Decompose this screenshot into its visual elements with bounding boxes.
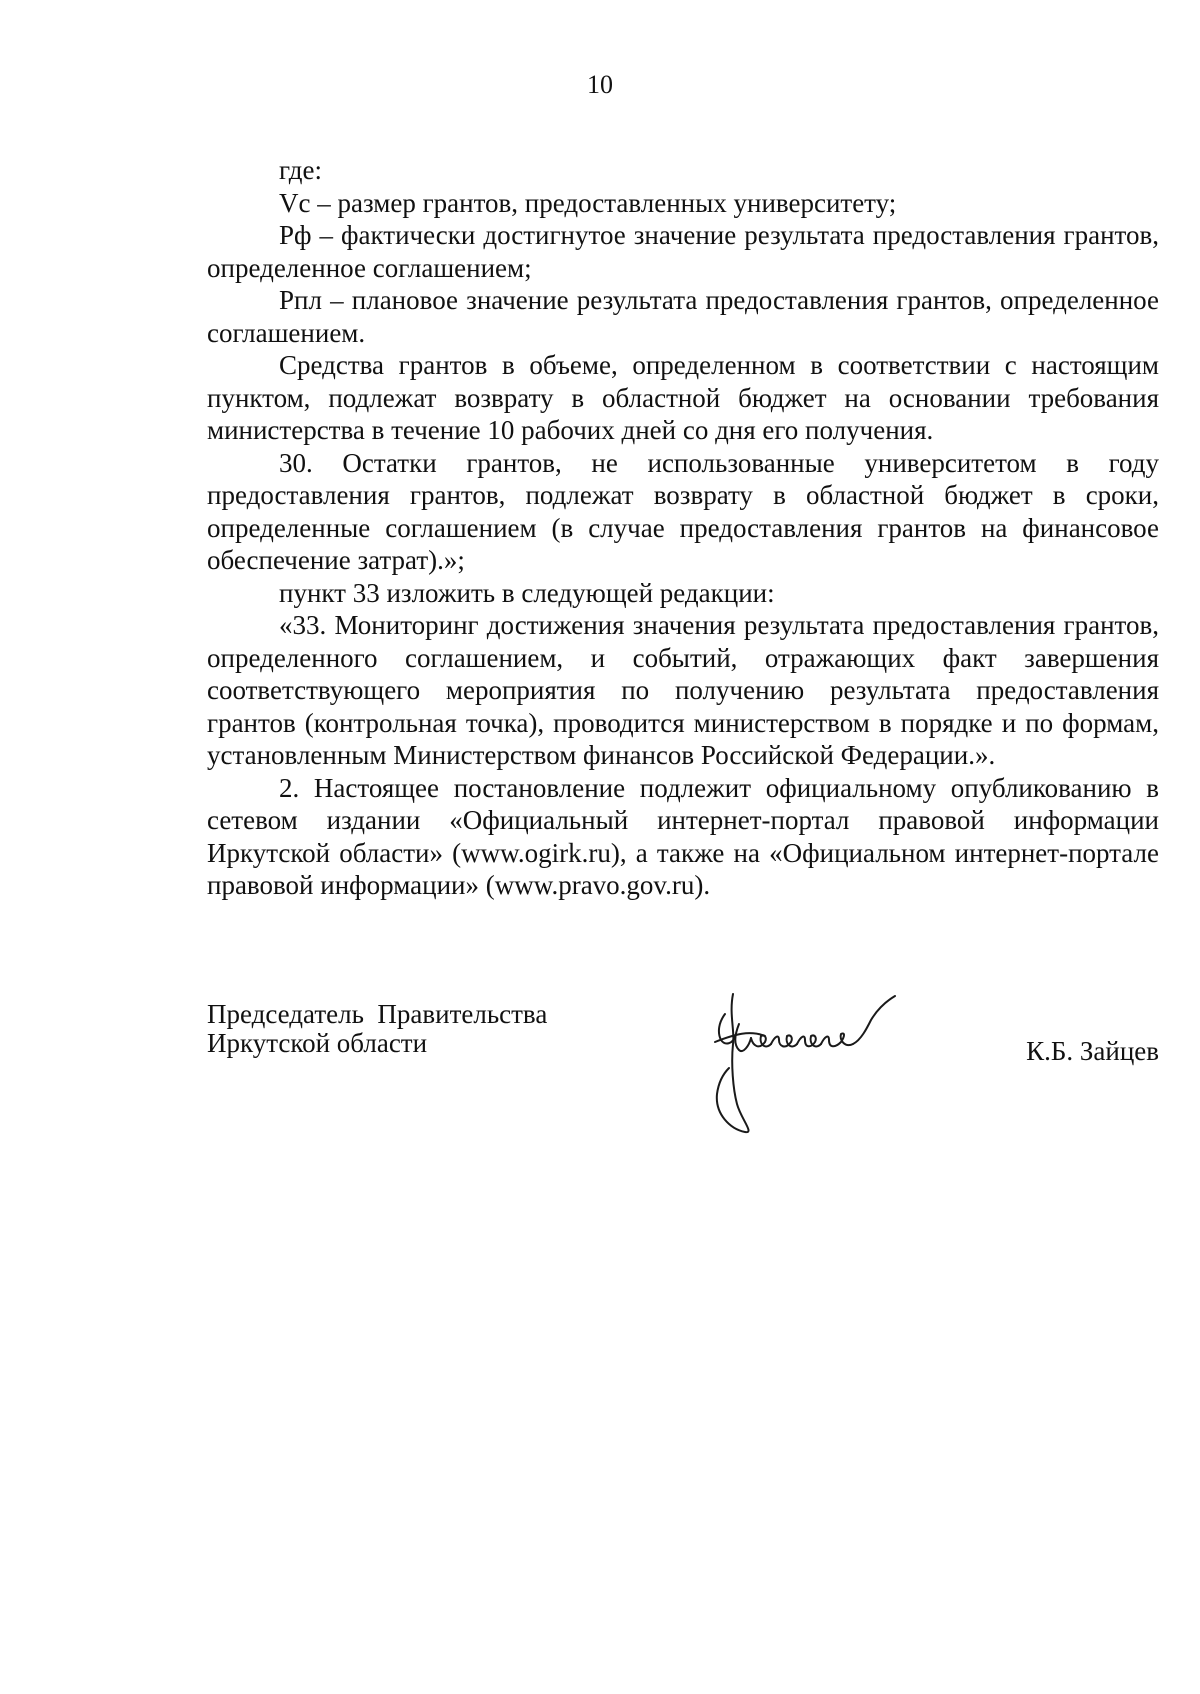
handwritten-signature bbox=[695, 984, 945, 1144]
paragraph-rf-definition: Рф – фактически достигнутое значение результата предоставления грантов, определенное соглашением; bbox=[207, 220, 1159, 283]
signer-title bbox=[207, 1000, 547, 1058]
signer-title-line2: Иркутской области bbox=[207, 1028, 428, 1058]
page-number: 10 bbox=[587, 70, 613, 99]
signature-block bbox=[207, 1000, 1159, 1160]
paragraph-item-30: 30. Остатки грантов, не использованные университетом в году предоставления грантов, подлежат возврату в областной бюджет в сроки, определенные соглашением (в случае предоставления грантов на финансовое обеспечение затрат).»; bbox=[207, 447, 1159, 575]
document-body bbox=[207, 154, 1159, 902]
paragraph-item-33: «33. Мониторинг достижения значения результата предоставления грантов, определенного соглашением, и событий, отражающих факт завершения соответствующего мероприятия по получению результата предоставления грантов (контрольная точка), проводится министерством в порядке и по формам, установленным Министерством финансов Российской Федерации.». bbox=[207, 610, 1159, 770]
paragraph-vc-definition: Vc – размер грантов, предоставленных университету; bbox=[279, 187, 897, 218]
paragraph-where: где: bbox=[279, 155, 322, 185]
paragraph-refund-funds: Средства грантов в объеме, определенном в соответствии с настоящим пунктом, подлежат возврату в областной бюджет на основании требования министерства в течение 10 рабочих дней со дня его получения. bbox=[207, 350, 1159, 445]
signer-title-line1: Председатель Правительства bbox=[207, 999, 548, 1029]
paragraph-publication: 2. Настоящее постановление подлежит официальному опубликованию в сетевом издании «Официальный интернет-портал правовой информации Иркутской области» (www.ogirk.ru), а также на «Официальном интернет-портале правовой информации» (www.pravo.gov.ru). bbox=[207, 772, 1159, 900]
paragraph-rpl-definition: Рпл – плановое значение результата предоставления грантов, определенное соглашением. bbox=[207, 285, 1159, 348]
signer-name: К.Б. Зайцев bbox=[1026, 1036, 1159, 1066]
paragraph-item-33-intro: пункт 33 изложить в следующей редакции: bbox=[279, 577, 775, 608]
